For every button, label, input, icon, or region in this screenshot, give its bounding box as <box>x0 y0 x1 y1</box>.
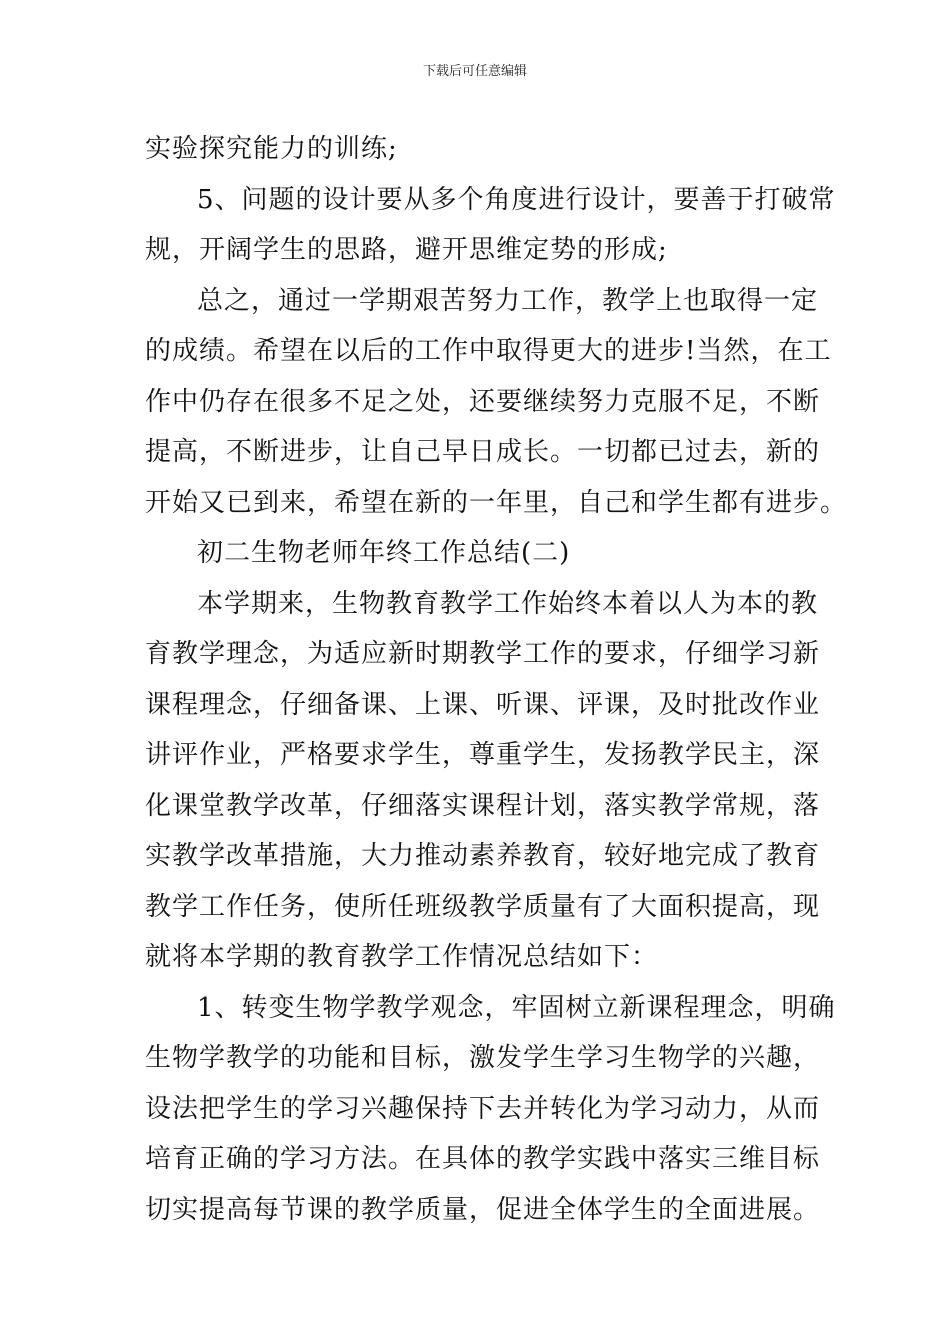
body-line: 设法把学生的学习兴趣保持下去并转化为学习动力，从而 <box>145 1093 821 1124</box>
document-body <box>145 124 848 1235</box>
section-heading: 初二生物老师年终工作总结(二) <box>197 538 571 568</box>
body-line: 规，开阔学生的思路，避开思维定势的形成; <box>145 235 668 265</box>
body-line: 培育正确的学习方法。在具体的教学实践中落实三维目标 <box>145 1144 821 1174</box>
body-line: 实教学改革措施，大力推动素养教育，较好地完成了教育 <box>145 841 821 871</box>
body-line: 化课堂教学改革，仔细落实课程计划，落实教学常规，落 <box>145 790 821 821</box>
paragraph-first-line: 1、转变生物学教学观念，牢固树立新课程理念，明确 <box>197 992 836 1023</box>
body-line: 生物学教学的功能和目标，激发学生学习生物学的兴趣， <box>145 1043 821 1073</box>
body-line: 作中仍存在很多不足之处，还要继续努力克服不足，不断 <box>145 386 821 417</box>
body-line: 就将本学期的教育教学工作情况总结如下： <box>145 942 659 972</box>
page-header: 下载后可任意编辑 <box>422 64 527 79</box>
body-line: 开始又已到来，希望在新的一年里，自己和学生都有进步。 <box>145 487 848 518</box>
paragraph-first-line: 5、问题的设计要从多个角度进行设计，要善于打破常 <box>197 184 836 215</box>
body-line: 切实提高每节课的教学质量，促进全体学生的全面进展。 <box>145 1194 821 1225</box>
body-line: 实验探究能力的训练; <box>145 134 398 164</box>
body-line: 讲评作业，严格要求学生，尊重学生，发扬教学民主，深 <box>145 740 821 770</box>
body-line: 的成绩。希望在以后的工作中取得更大的进步!当然，在工 <box>145 336 832 366</box>
paragraph-first-line: 本学期来，生物教育教学工作始终本着以人为本的教 <box>197 588 819 619</box>
body-line: 课程理念，仔细备课、上课、听课、评课，及时批改作业 <box>145 689 821 720</box>
paragraph-first-line: 总之，通过一学期艰苦努力工作，教学上也取得一定 <box>197 285 819 316</box>
body-line: 教学工作任务，使所任班级教学质量有了大面积提高，现 <box>145 891 821 922</box>
body-line: 提高，不断进步，让自己早日成长。一切都已过去，新的 <box>145 437 821 467</box>
body-line: 育教学理念，为适应新时期教学工作的要求，仔细学习新 <box>145 639 821 669</box>
